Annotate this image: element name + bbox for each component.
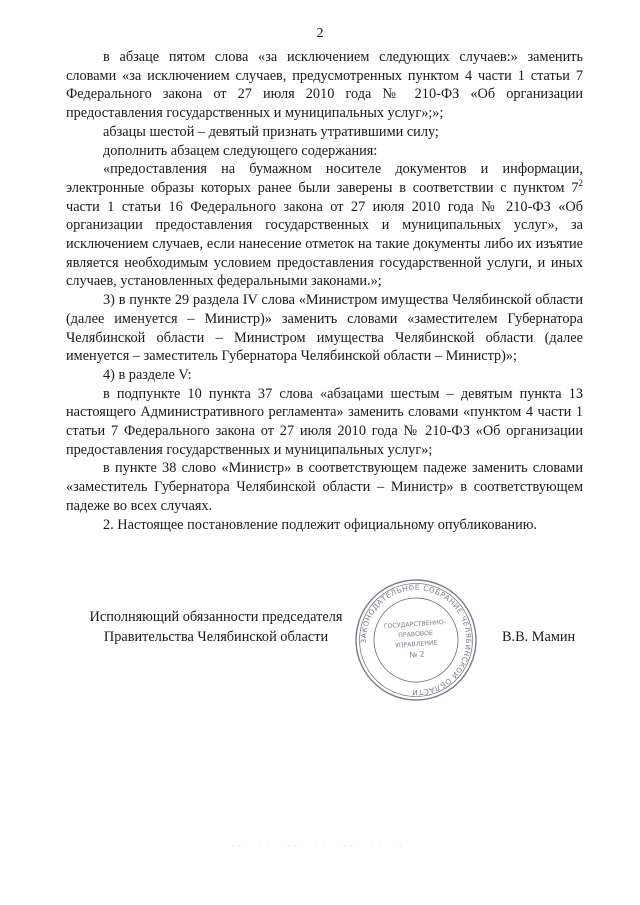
svg-text:ПРАВОВОЕ: ПРАВОВОЕ — [398, 629, 434, 640]
paragraph-quote — [66, 160, 583, 291]
paragraph-8: 2. Настоящее постановление подлежит официальному опубликованию. — [103, 516, 538, 533]
paragraph-3: дополнить абзацем следующего содержания: — [103, 142, 378, 159]
paragraph-2: абзацы шестой – девятый признать утратившими силу; — [103, 123, 439, 140]
signature-line-1: Исполняющий обязанности председателя — [89, 609, 343, 625]
svg-text:№ 2: № 2 — [409, 649, 425, 660]
stamp-inner-text — [384, 619, 449, 661]
page-number: 2 — [316, 26, 324, 41]
signatory-name: В.В. Мамин — [502, 629, 576, 645]
paragraph-1: в абзаце пятом слова «за исключением следующих случаев:» заменить словами «за исключением случаев, предусмотренных пунктом 4 части 1 статьи 7 Федерального закона от 27 июля 2010 года № 210-ФЗ «Об организации предоставления государственных и муниципальных услуг»;»; — [66, 49, 583, 122]
official-stamp — [350, 574, 482, 706]
quote-text-end: части 1 статьи 16 Федерального закона от 27 июля 2010 года № 210-ФЗ «Об организации предоставления государственных и муниципальных услуг», за исключением случаев, если нанесение отметок на такие документы либо их изъятие является необходимым условием предоставления государственной услуги, и иных случаев, установленных федеральными законами.»; — [66, 198, 583, 290]
quote-text-start: «предоставления на бумажном носителе документов и информации, электронные образы которых ранее были заверены в соответствии с пунктом 7 — [66, 161, 583, 196]
signature-title — [66, 607, 366, 647]
signature-line-2: Правительства Челябинской области — [103, 629, 329, 645]
stamp-outer-text: ЗАКОНОДАТЕЛЬНОЕ СОБРАНИЕ ЧЕЛЯБИНСКОЙ ОБЛАСТИ — [358, 582, 474, 698]
superscript: 2 — [578, 178, 583, 189]
svg-text:ГОСУДАРСТВЕННО-: ГОСУДАРСТВЕННО- — [383, 618, 447, 631]
paragraph-7: в пункте 38 слово «Министр» в соответствующем падеже заменить словами «заместитель Губернатора Челябинской области – Министр» в соответствующем падеже во всех случаях. — [66, 460, 583, 514]
document-body — [66, 48, 583, 534]
scan-artifact — [232, 844, 402, 848]
paragraph-6: в подпункте 10 пункта 37 слова «абзацами шестым – девятым пункта 13 настоящего Административного регламента» заменить словами «пунктом 4 части 1 статьи 7 Федерального закона от 27 июля 2010 года № 210-ФЗ «Об организации предоставления государственных и муниципальных услуг»; — [66, 385, 583, 458]
svg-text:УПРАВЛЕНИЕ: УПРАВЛЕНИЕ — [394, 639, 438, 650]
paragraph-4: 3) в пункте 29 раздела IV слова «Министром имущества Челябинской области (далее именуется – Министр)» заменить словами «заместителем Губернатора Челябинской области – Министром имущества Челябинской области (далее именуется – заместитель Губернатора Челябинской области – Министр)»; — [66, 292, 583, 365]
paragraph-5: 4) в разделе V: — [103, 366, 192, 383]
